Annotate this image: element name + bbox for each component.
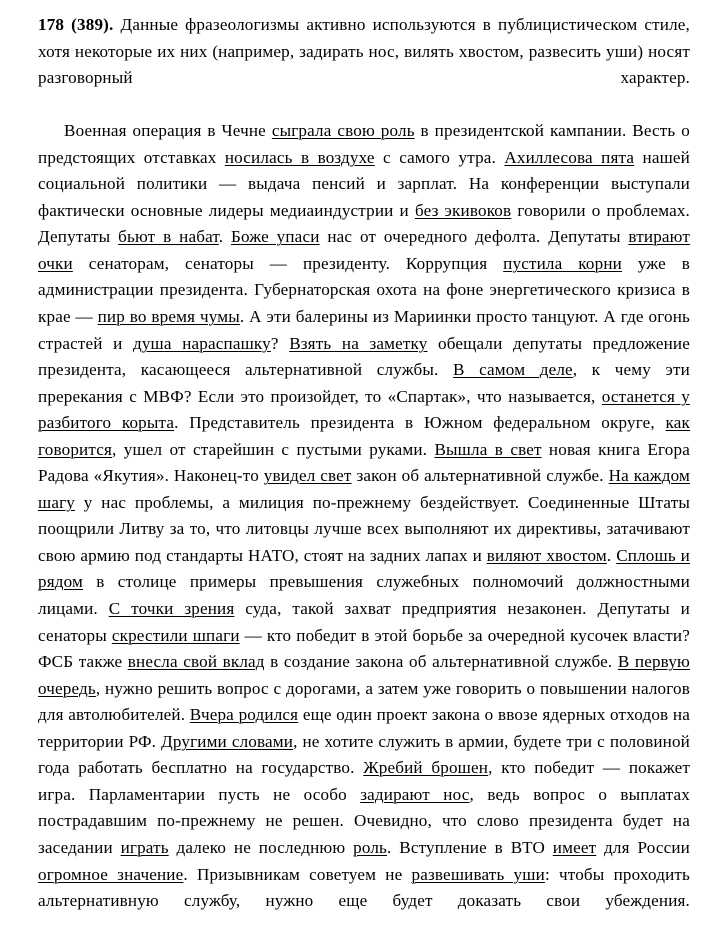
text-run: Военная операция в Чечне	[64, 121, 272, 141]
idiom-phrase: Ахиллесова пята	[504, 147, 635, 167]
idiom-phrase: С точки зрения	[108, 599, 235, 619]
text-run: нашей социальной политики — выдача пенсий и зарплат. На конференции выступали фактически основные лидеры медиаиндустрии и	[38, 147, 690, 220]
paragraph-examples	[38, 118, 690, 941]
idiom-phrase: виляют хвостом	[486, 545, 607, 565]
idiom-phrase: носилась в воздухе	[224, 147, 375, 167]
idiom-phrase: скрестили шпаги	[111, 625, 240, 645]
idiom-phrase: Боже упаси	[231, 227, 320, 247]
text-run: , нужно решить вопрос с дорогами, а затем уже говорить о повышении налогов для автолюбителей.	[38, 678, 690, 725]
text-run: , не хотите служить в армии, будете три с половиной года работать бесплатно на государство.	[38, 731, 690, 778]
text-run: .	[606, 545, 617, 565]
text-run: нас от очередного дефолта. Депутаты	[319, 227, 629, 247]
idiom-phrase: Сплошь и рядом	[38, 545, 690, 592]
idiom-phrase: пир во время чумы	[97, 307, 240, 327]
text-run: . Представитель президента в Южном федеральном округе,	[174, 413, 666, 433]
idiom-phrase: роль	[353, 837, 387, 857]
text-run: ?	[270, 333, 290, 353]
text-run: , ведь вопрос о выплатах пострадавшим по-прежнему не решен. Очевидно, что слово президента будет на заседании	[38, 784, 690, 857]
idiom-phrase: В первую очередь	[38, 652, 690, 698]
text-run: , к чему эти пререкания с МВФ? Если это произойдет, то «Спартак», что называется,	[38, 360, 691, 406]
idiom-phrase: Вчера родился	[189, 705, 299, 725]
text-run: в создание закона об альтернативной службе.	[264, 652, 618, 672]
text-run: .	[218, 227, 232, 247]
idiom-phrase: играть	[120, 837, 169, 857]
idiom-phrase: внесла свой вклад	[127, 652, 265, 672]
idiom-phrase: душа нараспашку	[132, 333, 271, 353]
text-run: суда, такой захват предприятия незаконен. Депутаты и сенаторы	[38, 599, 690, 645]
text-run: . Вступление в ВТО	[387, 837, 553, 857]
idiom-phrase: увидел свет	[263, 466, 352, 486]
text-run: , ушел от старейшин с пустыми руками.	[112, 439, 435, 459]
text-run: с самого утра.	[374, 147, 505, 167]
text-run: далеко не последнюю	[168, 837, 354, 857]
text-run: у нас проблемы, а милиция по-прежнему бездействует. Соединенные Штаты поощрили Литву за то, что литовцы лучше всех выполняют их директивы, затачивают свою армию под стандарты НАТО, стоят на задних лапах и	[38, 492, 690, 565]
exercise-number: 178 (389).	[38, 15, 121, 34]
text-run: — кто победит в этой борьбе за очередной кусочек власти? ФСБ также	[38, 625, 690, 672]
idiom-phrase: В самом деле	[452, 360, 573, 380]
text-run: сенаторам, сенаторы — президенту. Коррупция	[72, 253, 504, 273]
idiom-phrase: Вышла в свет	[434, 439, 542, 459]
idiom-phrase: развешивать уши	[411, 864, 545, 884]
text-run: еще один проект закона о ввозе ядерных отходов на территории РФ.	[38, 705, 690, 751]
text-run: в столице примеры превышения служебных полномочий должностными лицами.	[38, 572, 690, 619]
text-run: в президентской кампании. Весть о предстоящих отставках	[38, 121, 690, 167]
idiom-phrase: Взять на заметку	[289, 333, 428, 353]
text-run: обещали депутаты предложение президента, касающееся альтернативной службы.	[38, 333, 690, 380]
idiom-phrase: втирают очки	[38, 227, 691, 273]
idiom-phrase: имеет	[552, 837, 597, 857]
idiom-phrase: пустила корни	[503, 253, 622, 273]
idiom-phrase: Другими словами	[161, 731, 294, 751]
idiom-phrase: На каждом шагу	[38, 466, 690, 512]
idiom-phrase: сыграла свою роль	[271, 121, 415, 141]
text-run: говорили о проблемах. Депутаты	[38, 200, 690, 247]
text-run: уже в администрации президента. Губернаторская охота на фоне энергетического кризиса в крае —	[38, 253, 691, 327]
paragraph-intro	[38, 12, 690, 118]
idiom-phrase: бьют в набат	[118, 227, 219, 247]
text-run: закон об альтернативной службе.	[351, 466, 609, 486]
text-run: для России	[596, 837, 691, 857]
idiom-phrase: останется у разбитого корыта	[38, 386, 691, 433]
idiom-phrase: задирают нос	[360, 784, 470, 804]
text-run: Данные фразеологизмы активно используются в публицистическом стиле, хотя некоторые их них (например, задирать нос, вилять хвостом, развесить уши) носят разговорный характер.	[38, 15, 691, 88]
text-run: . Призывникам советуем не	[183, 864, 412, 884]
idiom-phrase: без экивоков	[414, 200, 512, 220]
text-run: , кто победит — покажет игра. Парламентарии пусть не особо	[38, 758, 690, 804]
text-run: новая книга Егора Радова «Якутия». Наконец-то	[38, 439, 690, 486]
idiom-phrase: Жребий брошен	[363, 758, 489, 778]
idiom-phrase: как говорится	[38, 413, 690, 459]
text-run: . А эти балерины из Мариинки просто танцуют. А где огонь страстей и	[38, 307, 690, 353]
idiom-phrase: огромное значение	[38, 864, 184, 884]
exercise-text-body	[38, 12, 690, 941]
text-run: : чтобы проходить альтернативную службу, нужно еще будет доказать свои убеждения.	[38, 864, 690, 911]
